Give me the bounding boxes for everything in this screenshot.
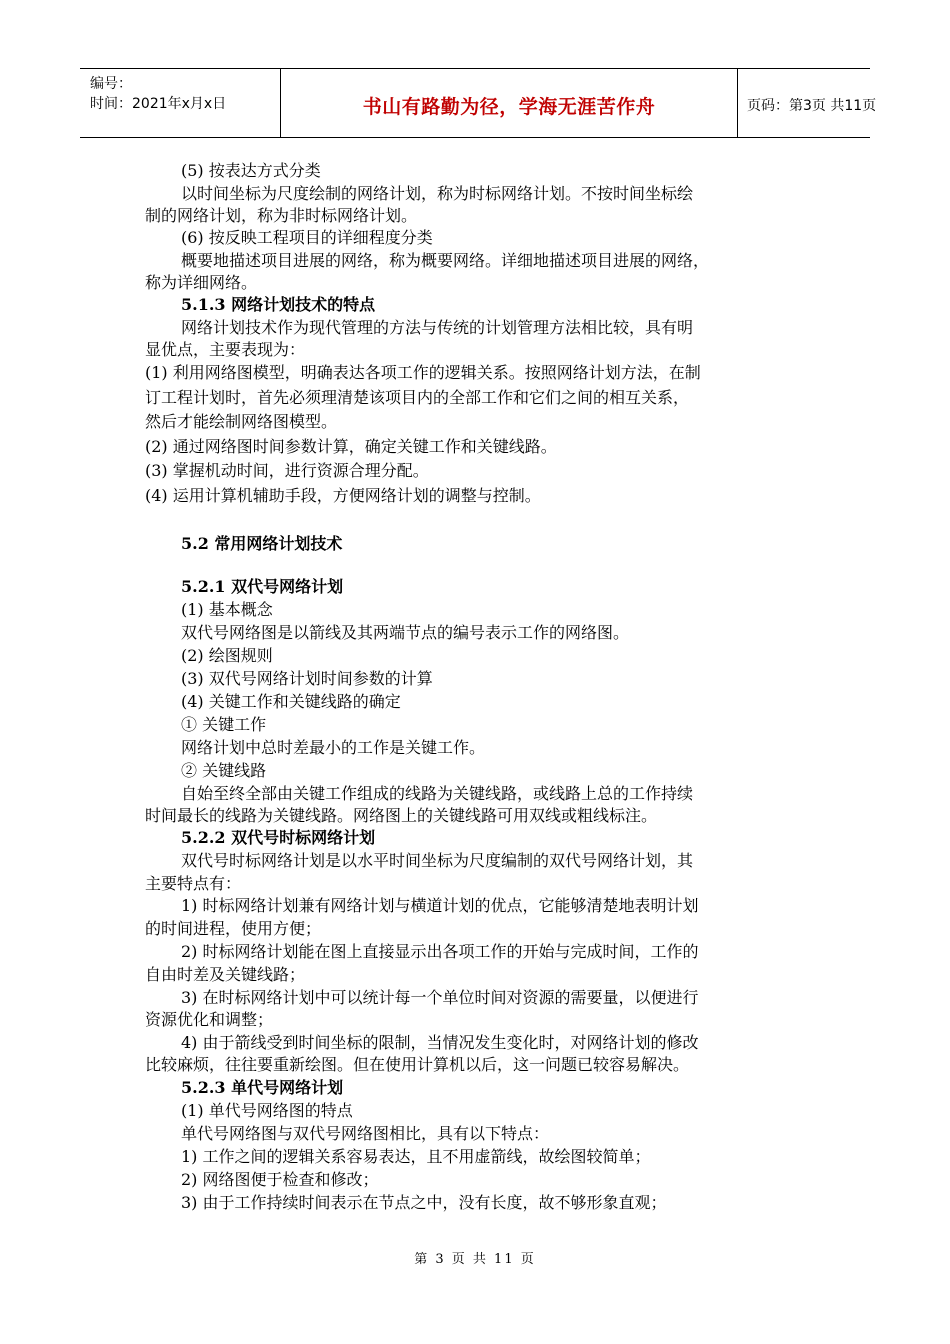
text-line: (6) 按反映工程项目的详细程度分类 — [181, 228, 433, 247]
text-line: 称为详细网络。 — [145, 273, 258, 292]
text-line: 自由时差及关键线路； — [145, 965, 306, 984]
doc-number-label: 编号： — [90, 76, 132, 92]
section-heading: 5.2.1 双代号网络计划 — [181, 577, 344, 596]
page-footer: 第 3 页 共 11 页 — [414, 1252, 536, 1267]
text-line: (3) 掌握机动时间，进行资源合理分配。 — [145, 461, 429, 480]
text-line: 制的网络计划，称为非时标网络计划。 — [145, 206, 418, 225]
doc-time-label: 时间：2021年x月x日 — [90, 96, 227, 112]
header-motto-cell — [280, 69, 738, 137]
text-line: (3) 双代号网络计划时间参数的计算 — [181, 669, 433, 688]
text-line: (4) 关键工作和关键线路的确定 — [181, 692, 401, 711]
text-line: 3) 在时标网络计划中可以统计每一个单位时间对资源的需要量，以便进行 — [181, 988, 699, 1007]
text-line: (5) 按表达方式分类 — [181, 161, 321, 180]
text-line: 4) 由于箭线受到时间坐标的限制，当情况发生变化时，对网络计划的修改 — [181, 1033, 699, 1052]
section-heading: 5.2.2 双代号时标网络计划 — [181, 828, 376, 847]
text-line: 双代号时标网络计划是以水平时间坐标为尺度编制的双代号网络计划，其 — [181, 851, 694, 870]
text-line: 单代号网络图与双代号网络图相比，具有以下特点： — [181, 1124, 550, 1143]
text-line: 网络计划中总时差最小的工作是关键工作。 — [181, 738, 486, 757]
header-right-cell — [737, 69, 877, 137]
text-line: (1) 单代号网络图的特点 — [181, 1101, 353, 1120]
text-line: 显优点，主要表现为： — [145, 340, 306, 359]
text-line: ① 关键工作 — [181, 715, 267, 734]
text-line: 双代号网络图是以箭线及其两端节点的编号表示工作的网络图。 — [181, 623, 630, 642]
text-line: 订工程计划时，首先必须理清楚该项目内的全部工作和它们之间的相互关系， — [145, 388, 690, 407]
text-line: 1) 时标网络计划兼有网络计划与横道计划的优点，它能够清楚地表明计划 — [181, 896, 699, 915]
text-line: 资源优化和调整； — [145, 1010, 274, 1029]
text-line: 1) 工作之间的逻辑关系容易表达，且不用虚箭线，故绘图较简单； — [181, 1147, 651, 1166]
section-heading: 5.2 常用网络计划技术 — [181, 534, 343, 553]
text-line: (1) 利用网络图模型，明确表达各项工作的逻辑关系。按照网络计划方法，在制 — [145, 363, 701, 382]
text-line: (4) 运用计算机辅助手段，方便网络计划的调整与控制。 — [145, 486, 541, 505]
text-line: 网络计划技术作为现代管理的方法与传统的计划管理方法相比较，具有明 — [181, 318, 694, 337]
text-line: 时间最长的线路为关键线路。网络图上的关键线路可用双线或粗线标注。 — [145, 806, 658, 825]
page-header — [80, 68, 877, 138]
text-line: (2) 绘图规则 — [181, 646, 273, 665]
text-line: 3) 由于工作持续时间表示在节点之中，没有长度，故不够形象直观； — [181, 1193, 667, 1212]
text-line: 概要地描述项目进展的网络，称为概要网络。详细地描述项目进展的网络， — [181, 251, 710, 270]
text-line: 比较麻烦，往往要重新绘图。但在使用计算机以后，这一问题已较容易解决。 — [145, 1055, 690, 1074]
text-line: 然后才能绘制网络图模型。 — [145, 412, 338, 431]
text-line: 2) 时标网络计划能在图上直接显示出各项工作的开始与完成时间，工作的 — [181, 942, 699, 961]
header-left-cell — [80, 69, 280, 137]
text-line: ② 关键线路 — [181, 761, 267, 780]
text-line: (1) 基本概念 — [181, 600, 273, 619]
header-motto: 书山有路勤为径，学海无涯苦作舟 — [362, 96, 656, 118]
text-line: 2) 网络图便于检查和修改； — [181, 1170, 379, 1189]
text-line: 以时间坐标为尺度绘制的网络计划，称为时标网络计划。不按时间坐标绘 — [181, 184, 694, 203]
section-heading: 5.1.3 网络计划技术的特点 — [181, 295, 376, 314]
text-line: 自始至终全部由关键工作组成的线路为关键线路，或线路上总的工作持续 — [181, 784, 694, 803]
text-line: 的时间进程，使用方便； — [145, 919, 322, 938]
page-number-label: 页码：第3页 共11页 — [747, 98, 877, 114]
text-line: 主要特点有： — [145, 874, 242, 893]
text-line: (2) 通过网络图时间参数计算，确定关键工作和关键线路。 — [145, 437, 557, 456]
section-heading: 5.2.3 单代号网络计划 — [181, 1078, 344, 1097]
